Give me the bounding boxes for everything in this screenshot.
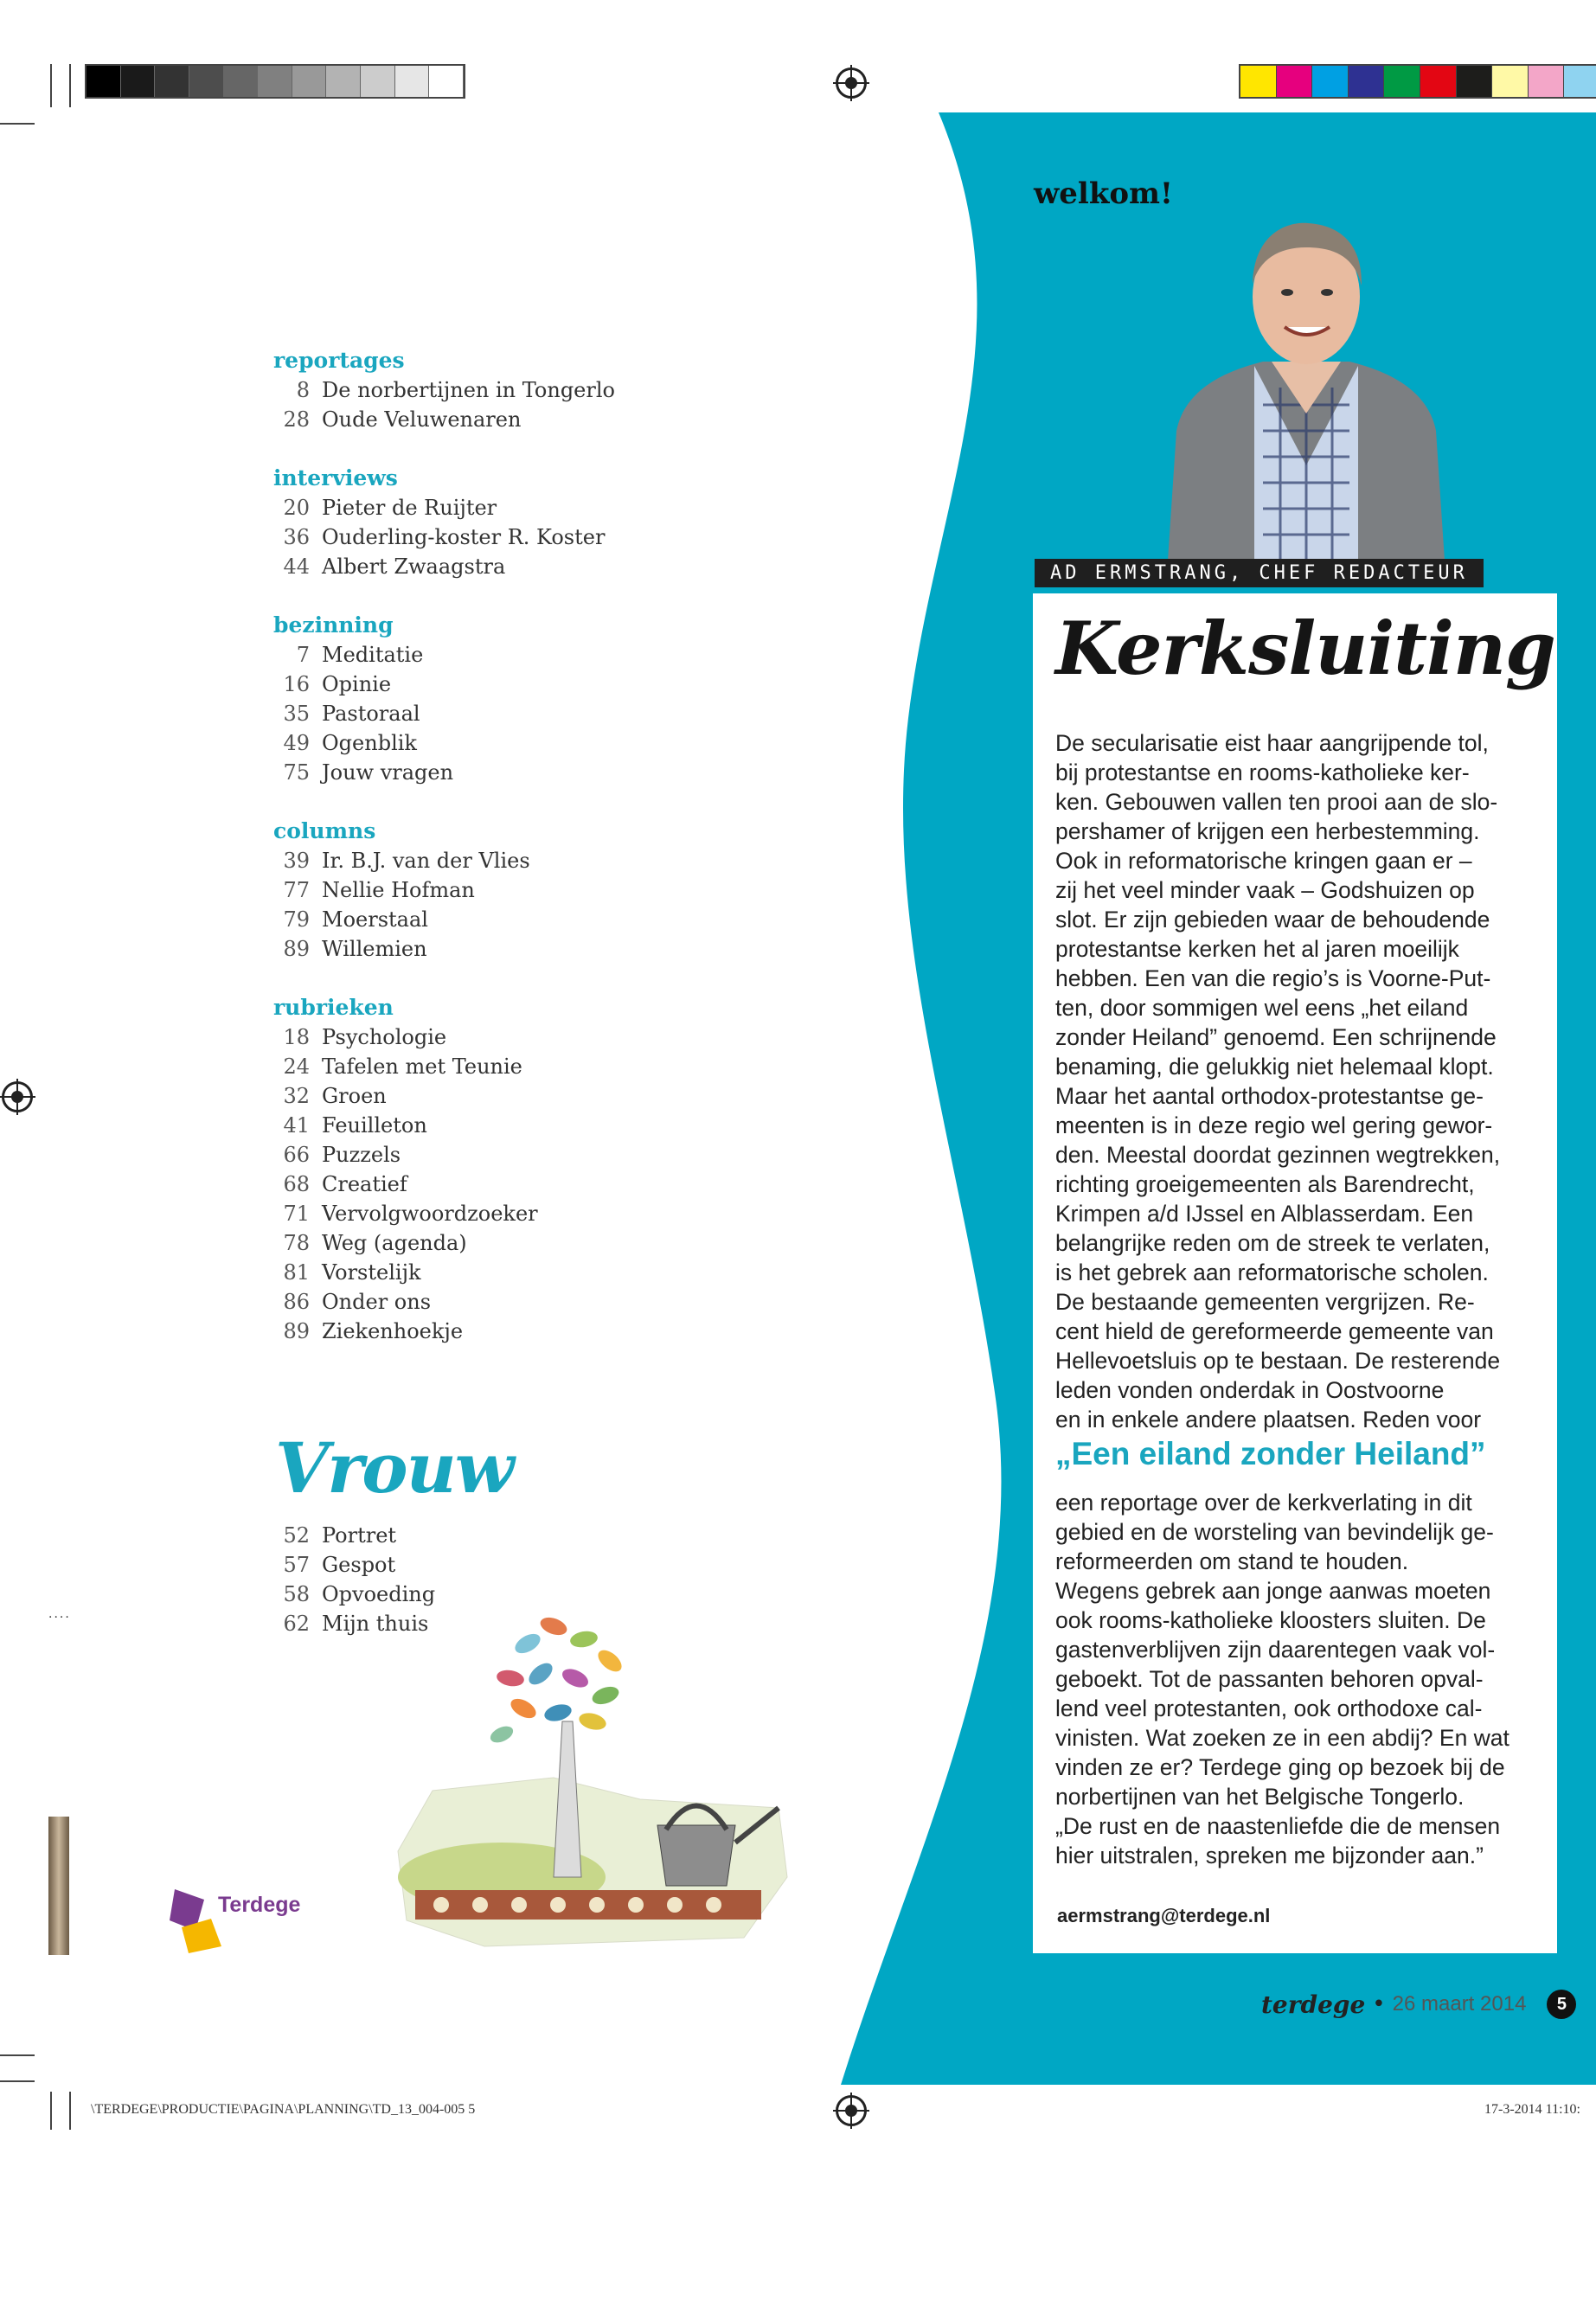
body-line: zij het veel minder vaak – Godshuizen op: [1055, 877, 1475, 903]
toc-entry: [273, 1022, 758, 1052]
toc-entry: [273, 493, 758, 522]
gray-swatch: [292, 66, 327, 97]
body-line: ken. Gebouwen vallen ten prooi aan de slo-: [1055, 789, 1498, 815]
gray-swatch: [429, 66, 464, 97]
body-line: gastenverblijven zijn daarentegen vaak vol-: [1055, 1637, 1496, 1663]
body-line: is het gebrek aan reformatorische scholen.: [1055, 1259, 1489, 1285]
entry-title: Puzzels: [322, 1143, 401, 1167]
body-line: vinisten. Wat zoeken ze in een abdij? En wat: [1055, 1725, 1509, 1751]
body-line: slot. Er zijn gebieden waar de behoudende: [1055, 907, 1490, 933]
article-title: Kerksluiting: [1055, 606, 1555, 691]
kicker: welkom!: [1034, 176, 1173, 211]
body-line: „De rust en de naastenliefde die de mensen: [1055, 1813, 1501, 1839]
toc-section: [273, 817, 758, 964]
registration-mark-icon: [836, 67, 867, 99]
entry-title: Meditatie: [322, 643, 424, 667]
toc-section: [273, 346, 758, 434]
entry-title: Psychologie: [322, 1025, 447, 1049]
page-number: 24: [283, 1054, 310, 1079]
page-number: 79: [283, 907, 310, 932]
toc-entry: [273, 1228, 758, 1258]
entry-title: Ziekenhoekje: [322, 1319, 464, 1343]
entry-title: Groen: [322, 1084, 387, 1108]
article-body: [1055, 728, 1540, 1434]
table-of-contents: [273, 346, 758, 1375]
body-line: cent hield de gereformeerde gemeente van: [1055, 1318, 1494, 1344]
page-number: 52: [283, 1523, 310, 1548]
entry-title: De norbertijnen in Tongerlo: [322, 378, 615, 402]
toc-entry: [273, 728, 758, 758]
body-line: richting groeigemeenten als Barendrecht,: [1055, 1171, 1475, 1197]
footer-separator: •: [1372, 1991, 1386, 2017]
editorial-card: [1033, 593, 1557, 1953]
entry-title: Nellie Hofman: [322, 878, 475, 902]
page-number: 49: [283, 731, 310, 755]
body-line: De bestaande gemeenten vergrijzen. Re-: [1055, 1289, 1475, 1315]
page-number: 41: [283, 1113, 310, 1138]
toc-entry: [273, 522, 758, 552]
toc-entry: [273, 875, 758, 905]
entry-title: Mijn thuis: [322, 1612, 429, 1636]
entry-title: Ogenblik: [322, 731, 417, 755]
toc-entry: [273, 758, 758, 787]
page-number-badge: 5: [1547, 1990, 1576, 2019]
toc-entry: [273, 905, 758, 934]
toc-entry: [273, 405, 758, 434]
page-number: 20: [283, 496, 310, 520]
page-number: 35: [283, 702, 310, 726]
body-line: pershamer of krijgen een herbestemming.: [1055, 818, 1480, 844]
page-footer: [1261, 1990, 1576, 2019]
gray-swatch: [121, 66, 156, 97]
page-number: 75: [283, 760, 310, 785]
toc-entry: [273, 640, 758, 670]
photo-caption: AD ERMSTRANG, CHEF REDACTEUR: [1035, 559, 1484, 587]
adjacent-page-photo-sliver: [48, 1817, 69, 1955]
body-line: een reportage over de kerkverlating in dit: [1055, 1490, 1472, 1516]
body-line: lend veel protestanten, ook orthodoxe cal-: [1055, 1695, 1483, 1721]
color-swatch: [1564, 66, 1596, 97]
toc-entry: [273, 1258, 758, 1287]
issue-date: 26 maart 2014: [1392, 1992, 1527, 2016]
logo-text: Terdege: [218, 1893, 301, 1917]
body-line: Ook in reformatorische kringen gaan er –: [1055, 848, 1472, 874]
toc-entry: [273, 1317, 758, 1346]
entry-title: Pastoraal: [322, 702, 420, 726]
toc-entry: [273, 699, 758, 728]
page-number: 16: [283, 672, 310, 696]
color-swatch: [1277, 66, 1313, 97]
page-number: 89: [283, 937, 310, 961]
entry-title: Ir. B.J. van der Vlies: [322, 849, 530, 873]
color-calibration-bar: [1239, 64, 1596, 99]
body-line: leden vonden onderdak in Oostvoorne: [1055, 1377, 1445, 1403]
body-line: bij protestantse en rooms-katholieke ker-: [1055, 760, 1470, 785]
section-heading: rubrieken: [273, 995, 394, 1020]
entry-title: Oude Veluwenaren: [322, 407, 522, 432]
body-line: vinden ze er? Terdege ging op bezoek bij de: [1055, 1754, 1505, 1780]
toc-entry: [273, 846, 758, 875]
page-number: 89: [283, 1319, 310, 1343]
toc-entry: [273, 1287, 758, 1317]
entry-title: Opvoeding: [322, 1582, 436, 1606]
page-number: 81: [283, 1260, 310, 1285]
gray-swatch: [155, 66, 189, 97]
entry-title: Willemien: [322, 937, 427, 961]
toc-entry: [273, 934, 758, 964]
vrouw-section-title: Vrouw: [275, 1427, 513, 1509]
entry-title: Albert Zwaagstra: [322, 554, 506, 579]
body-line: Krimpen a/d IJssel en Alblasserdam. Een: [1055, 1201, 1474, 1227]
entry-title: Feuilleton: [322, 1113, 427, 1138]
page-number: 58: [283, 1582, 310, 1606]
file-path-slug: \TERDEGE\PRODUCTIE\PAGINA\PLANNING\TD_13_004-005 5: [91, 2102, 476, 2117]
article-body-continued: [1055, 1488, 1540, 1870]
body-line: belangrijke reden om de streek te verlaten,: [1055, 1230, 1490, 1256]
body-line: protestantse kerken het al jaren moeilijk: [1055, 936, 1459, 962]
pull-quote: „Een eiland zonder Heiland”: [1055, 1436, 1486, 1471]
toc-entry: [273, 1052, 758, 1081]
page-number: 18: [283, 1025, 310, 1049]
body-line: meenten is in deze regio wel gering gewor-: [1055, 1112, 1493, 1138]
body-line: geboekt. Tot de passanten behoren opval-: [1055, 1666, 1484, 1692]
page-number: 71: [283, 1202, 310, 1226]
gray-swatch: [395, 66, 430, 97]
toc-entry: [273, 1140, 758, 1170]
entry-title: Gespot: [322, 1553, 396, 1577]
page-number: 68: [283, 1172, 310, 1196]
body-line: ook rooms-katholieke kloosters sluiten. De: [1055, 1607, 1486, 1633]
editor-portrait: [1151, 206, 1462, 561]
timestamp-slug: 17-3-2014 11:10:: [1484, 2102, 1580, 2117]
toc-section: [273, 611, 758, 787]
page-number: 32: [283, 1084, 310, 1108]
color-swatch: [1420, 66, 1457, 97]
section-heading: bezinning: [273, 612, 394, 638]
page-number: 78: [283, 1231, 310, 1255]
page-number: 44: [283, 554, 310, 579]
color-swatch: [1240, 66, 1277, 97]
registration-mark-icon: [836, 2095, 867, 2126]
color-swatch: [1457, 66, 1493, 97]
author-email: aermstrang@terdege.nl: [1057, 1905, 1271, 1926]
body-line: Maar het aantal orthodox-protestantse ge-: [1055, 1083, 1484, 1109]
page-number: 7: [296, 643, 310, 667]
page-number: 66: [283, 1143, 310, 1167]
entry-title: Portret: [322, 1523, 397, 1548]
toc-entry: [273, 1550, 619, 1580]
entry-title: Ouderling-koster R. Koster: [322, 525, 606, 549]
crop-mark: [0, 2054, 35, 2056]
entry-title: Jouw vragen: [322, 760, 454, 785]
crop-mark: [0, 2080, 35, 2082]
toc-entry: [273, 1170, 758, 1199]
page-number: 39: [283, 849, 310, 873]
toc-entry: [273, 1199, 758, 1228]
entry-title: Tafelen met Teunie: [322, 1054, 522, 1079]
entry-title: Vorstelijk: [322, 1260, 421, 1285]
toc-entry: [273, 552, 758, 581]
gray-swatch: [224, 66, 259, 97]
grayscale-calibration-bar: [85, 64, 465, 99]
toc-section: [273, 993, 758, 1346]
gray-swatch: [87, 66, 121, 97]
body-line: hier uitstralen, spreken me bijzonder aan.”: [1055, 1843, 1484, 1868]
body-line: benaming, die gelukkig niet helemaal klopt.: [1055, 1054, 1494, 1080]
body-line: Wegens gebrek aan jonge aanwas moeten: [1055, 1578, 1491, 1604]
toc-entry: [273, 1111, 758, 1140]
registration-mark-icon: [2, 1081, 33, 1112]
entry-title: Onder ons: [322, 1290, 432, 1314]
body-line: ten, door sommigen wel eens „het eiland: [1055, 995, 1469, 1021]
color-swatch: [1349, 66, 1385, 97]
gray-swatch: [361, 66, 395, 97]
toc-entry: [273, 1521, 619, 1550]
section-heading: reportages: [273, 348, 405, 373]
crop-mark: [69, 64, 71, 107]
color-swatch: [1384, 66, 1420, 97]
body-line: reformeerden om stand te houden.: [1055, 1548, 1409, 1574]
toc-entry: [273, 1081, 758, 1111]
body-line: en in enkele andere plaatsen. Reden voor: [1055, 1407, 1482, 1433]
entry-title: Opinie: [322, 672, 392, 696]
body-line: zonder Heiland” genoemd. Een schrijnende: [1055, 1024, 1497, 1050]
toc-entry: [273, 670, 758, 699]
color-swatch: [1492, 66, 1529, 97]
body-line: Hellevoetsluis op te bestaan. De resterende: [1055, 1348, 1501, 1374]
page-number: 36: [283, 525, 310, 549]
page-number: 62: [283, 1612, 310, 1636]
terdege-logo-icon: [170, 1886, 223, 1955]
page-number: 8: [296, 378, 310, 402]
tree-watering-can-illustration: [381, 1592, 796, 1955]
gray-swatch: [326, 66, 361, 97]
section-heading: columns: [273, 818, 376, 843]
crop-mark: [50, 64, 52, 107]
body-line: hebben. Een van die regio’s is Voorne-Put-: [1055, 965, 1491, 991]
gray-swatch: [258, 66, 292, 97]
body-line: norbertijnen van het Belgische Tongerlo.: [1055, 1784, 1465, 1810]
toc-entry: [273, 375, 758, 405]
color-swatch: [1529, 66, 1565, 97]
entry-title: Pieter de Ruijter: [322, 496, 497, 520]
section-heading: interviews: [273, 465, 398, 490]
page-number: 57: [283, 1553, 310, 1577]
entry-title: Weg (agenda): [322, 1231, 467, 1255]
gray-swatch: [189, 66, 224, 97]
page-number: 77: [283, 878, 310, 902]
entry-title: Creatief: [322, 1172, 407, 1196]
crop-mark: [69, 2092, 71, 2130]
color-swatch: [1312, 66, 1349, 97]
body-line: den. Meestal doordat gezinnen wegtrekken,: [1055, 1142, 1501, 1168]
footer-brand: terdege: [1261, 1990, 1366, 2019]
crop-mark: [50, 2092, 52, 2130]
page-number: 28: [283, 407, 310, 432]
body-line: gebied en de worsteling van bevindelijk ge-: [1055, 1519, 1494, 1545]
page-number: 86: [283, 1290, 310, 1314]
entry-title: Vervolgwoordzoeker: [322, 1202, 538, 1226]
body-line: De secularisatie eist haar aangrijpende tol,: [1055, 730, 1489, 756]
dotted-mark: ····: [48, 1611, 71, 1625]
crop-mark: [0, 123, 35, 125]
toc-section: [273, 464, 758, 581]
entry-title: Moerstaal: [322, 907, 428, 932]
